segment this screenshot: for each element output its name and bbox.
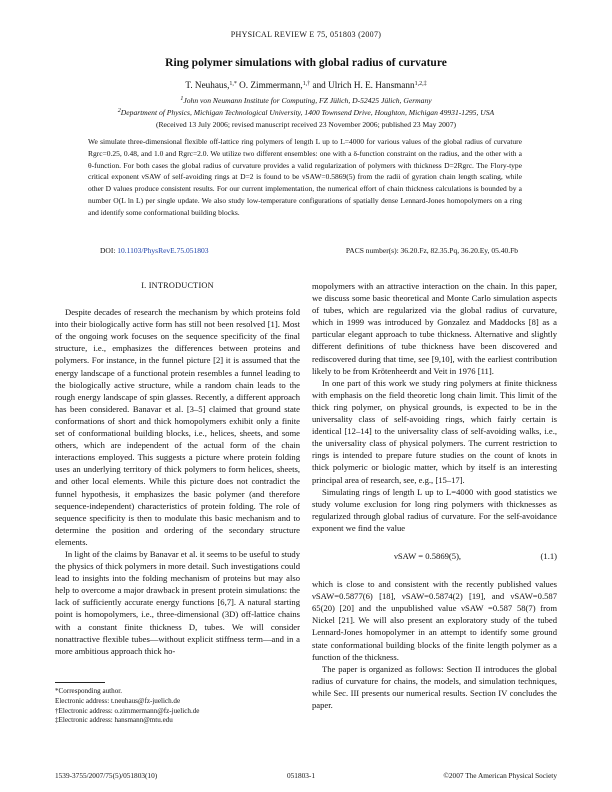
author-affiliation-mark: 1,† <box>302 81 311 87</box>
section-heading: I. INTRODUCTION <box>141 281 214 290</box>
affiliation-2 <box>0 108 612 117</box>
author-affiliation-mark: 1,* <box>229 81 237 87</box>
author-name: O. Zimmermann, <box>236 80 303 90</box>
author-affiliation-mark: 1,2,‡ <box>414 81 427 87</box>
affiliation-mark: 1 <box>180 96 184 102</box>
paper-title: Ring polymer simulations with global radius of curvature <box>165 57 447 69</box>
footnote-divider <box>55 682 105 683</box>
equation-number: (1.1) <box>540 550 557 561</box>
left-column <box>55 280 300 657</box>
footnote-corresponding: *Corresponding author. <box>55 687 122 695</box>
doi-link[interactable]: 10.1103/PhysRevE.75.051803 <box>117 246 209 255</box>
footer-issn: 1539-3755/2007/75(5)/051803(10) <box>55 771 158 780</box>
paragraph: In one part of this work we study ring polymers at finite thickness with emphasis on the field theoretic long chain limit. This limit of the thick ring polymer, on physical grounds, is expected to be in the universality class of self-avoiding rings, which fairly certain is identical [12–14] to the universality class of self-avoiding walks, i.e., the universality class of physical polymers. The current restriction to rings is intended to prepare future studies on the count of knots in thick polymeric or biologic matter, which by itself is an interesting principal area of research, see, e.g., [15–17]. <box>312 377 557 485</box>
footnote-email: Electronic address: t.neuhaus@fz-juelich.de <box>55 696 181 705</box>
paragraph: In light of the claims by Banavar et al. it seems to be useful to study the physics of thick polymers in more detail. Such investigations could lead to insights into the folding mechanism of proteins but may also help to overcome a major drawback in present protein simulations: the lack of sufficiently accurate energy functions [6,7]. A natural starting point is homopolymers, i.e., three-dimensional (3D) off-lattice chains with a constant finite thickness D, tubes. We will consider nonattractive flexible tubes—without explicit stiffness term—and in a more ambitious approach thick ho- <box>55 548 300 656</box>
affiliation-1 <box>0 96 612 105</box>
equation-body: νSAW = 0.5869(5), <box>394 550 462 561</box>
footnote-email: ‡Electronic address: hansmann@mtu.edu <box>55 716 173 725</box>
affiliation-text: Department of Physics, Michigan Technological University, 1400 Townsend Drive, Houghton, Michigan 49931-1295, USA <box>120 108 495 117</box>
equation-1-1 <box>312 550 557 562</box>
received-dates: (Received 13 July 2006; revised manuscript received 23 November 2006; published 23 May 2007) <box>155 120 457 129</box>
paragraph: Despite decades of research the mechanism by which proteins fold into their biologically active form has still not been resolved [1]. Most of the ongoing work focuses on the sequence specificity of the final structure, i.e., emphasizes the differences between proteins and polymers. For instance, in the funnel picture [2] it is assumed that the energy landscape of a functional protein resembles a funnel leading to the biologically active structure, while a random chain leads to the rough energy landscape of spin glasses. Recently, a different approach has been considered. Banavar et al. [3–5] claimed that ground state conformations of short and thick homopolymers exhibit only a finite set of conformational building blocks, i.e., helices, sheets, and some others, which are independent of the actual form of the chain interactions employed. This suggests a picture where protein folding uses an underlying territory of thick polymers to form helices, sheets, and other local elements. While this picture does not contradict the funnel hypothesis, it emphasizes the basic polymer (and therefore sequence-independent) characteristics of protein folding. The role of sequence specificity is then to modulate this basic mechanism and to determine the position and ordering of the secondary structure elements. <box>55 307 300 547</box>
footnote-email: †Electronic address: o.zimmermann@fz-juelich.de <box>55 706 200 715</box>
paragraph: mopolymers with an attractive interaction on the chain. In this paper, we discuss some basic theoretical and Monte Carlo simulation aspects of tubes, which are regularized via the global radius of curvature, which in 1999 was introduced by Gonzalez and Maddocks [8] as a particular elegant approach to tube thickness. Alternative and slightly different definitions of tube thickness have been discovered and rediscovered during that time, see [9,10], with the earliest contribution likely to be from Krötenheerdt and Veit in 1976 [11]. <box>312 281 557 376</box>
affiliation-mark: 2 <box>117 108 121 114</box>
footnotes <box>55 682 300 726</box>
author-name: and Ulrich H. E. Hansmann <box>310 80 415 90</box>
page-number: 051803-1 <box>287 771 315 780</box>
author-list <box>0 80 612 90</box>
doi-pacs-line <box>100 246 518 255</box>
pacs-numbers: PACS number(s): 36.20.Fz, 82.35.Pq, 36.20.Ey, 05.40.Fb <box>345 246 518 255</box>
author-name: T. Neuhaus, <box>185 80 230 90</box>
affiliation-text: John von Neumann Institute for Computing, FZ Jülich, D-52425 Jülich, Germany <box>183 96 432 105</box>
paragraph: Simulating rings of length L up to L=4000 with good statistics we study volume exclusion for long ring polymers with thicknesses as regularized through global radius of curvature. For the self-avoidance exponent we find the value <box>312 486 557 533</box>
abstract: We simulate three-dimensional flexible off-lattice ring polymers of length L up to L=4000 for various values of the global radius of curvature Rgrc=0.25, 0.48, and 1.0 and Rgrc=2.0. We utilize two different ensembles: one with a δ-function constraint on the radius, and the other with a θ-function. For both cases the global radius of curvature provides a valid regularization of polymers with thickness D=2Rgrc. The Flory-type critical exponent νSAW of self-avoiding rings at D=2 is found to be νSAW=0.5869(5) from the radii of gyration chain length scaling, while other D values produce consistent results. For our current implementation, the numerical effort of chain thickness calculations is bounded by a number O(L ln L) per single update. We also study low-temperature configurations of spatially dense Lennard-Jones homopolymers on a ring and identify some conformational building blocks. <box>88 137 522 217</box>
footer-copyright: ©2007 The American Physical Society <box>443 771 557 780</box>
paragraph: The paper is organized as follows: Section II introduces the global radius of curvature for chains, the models, and simulation techniques, while Sec. III presents our numerical results. Section IV concludes the paper. <box>312 663 557 710</box>
right-column <box>312 280 557 711</box>
doi-label: DOI: <box>100 246 118 255</box>
paragraph: which is close to and consistent with the recently published values νSAW=0.5877(6) [18], νSAW=0.5874(2) [19], and νSAW=0.587 65(20) [20] and the unpublished value νSAW =0.587 58(7) from Nickel [21]. We will also present an exploratory study of the tubed Lennard-Jones homopolymer in an attempt to identify some ground state conformational building blocks of the finite length polymer as a function of the thickness. <box>312 579 557 662</box>
journal-header: PHYSICAL REVIEW E 75, 051803 (2007) <box>230 30 382 39</box>
